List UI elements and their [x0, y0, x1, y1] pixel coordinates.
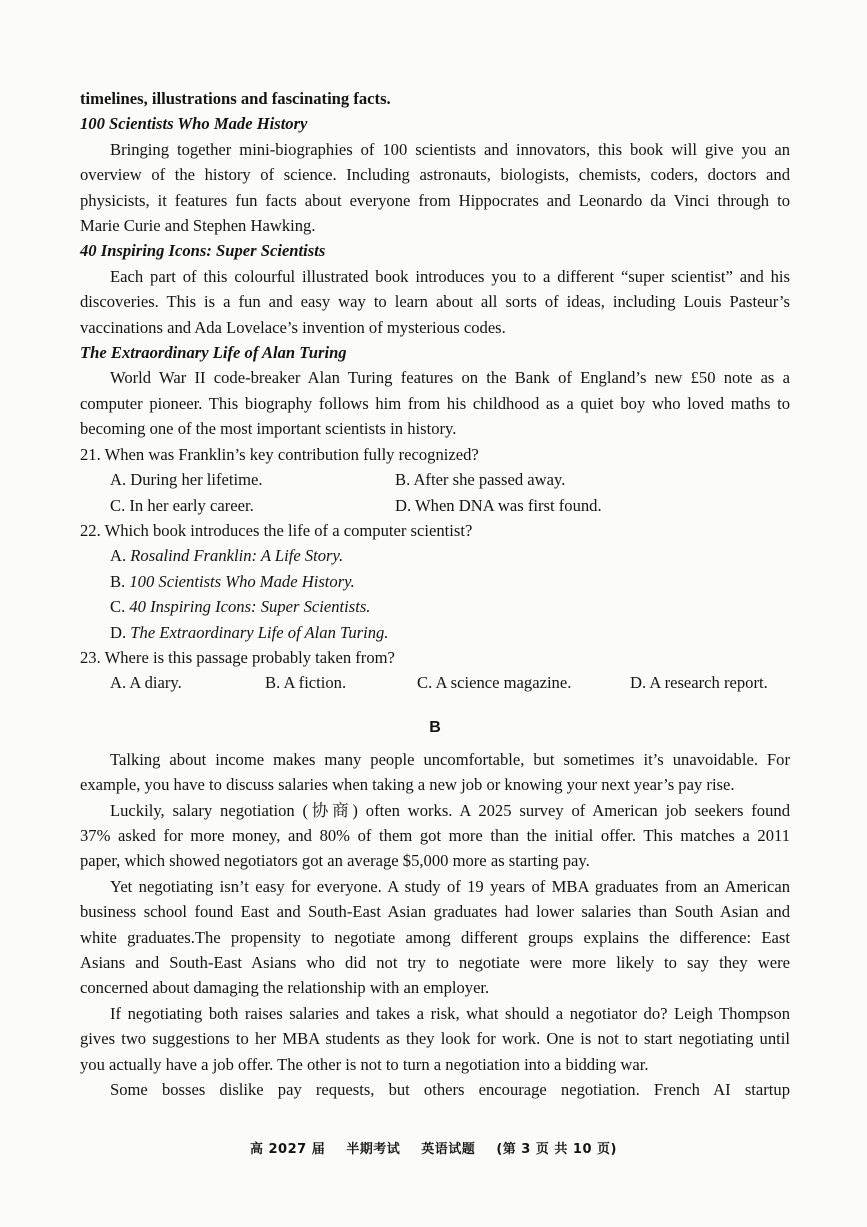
- option: A. A diary.: [110, 673, 182, 693]
- option: C. In her early career.: [110, 495, 254, 515]
- book-desc-line: discoveries. This is a fun and easy way to learn about all sorts of ideas, including Louis Pasteur’s: [80, 292, 790, 312]
- book-desc-line: overview of the history of science. Including astronauts, biologists, chemists, coders, doctors and: [80, 165, 790, 185]
- option: C. A science magazine.: [417, 673, 572, 693]
- option: D. When DNA was first found.: [395, 495, 602, 515]
- section-heading: B: [429, 718, 441, 736]
- book-desc-line: Marie Curie and Stephen Hawking.: [80, 216, 316, 236]
- book-title: 100 Scientists Who Made History: [80, 114, 308, 134]
- paragraph-line: Asians and South-East Asians who did not try to negotiate were more likely to say they were: [80, 953, 790, 972]
- book-desc-line: becoming one of the most important scientists in history.: [80, 419, 457, 439]
- question-stem: 21. When was Franklin’s key contribution fully recognized?: [80, 444, 479, 464]
- question-stem: 22. Which book introduces the life of a computer scientist?: [80, 520, 473, 540]
- option-letter: B.: [110, 571, 126, 591]
- book-title: The Extraordinary Life of Alan Turing: [80, 343, 347, 363]
- book-desc-line: World War II code-breaker Alan Turing features on the Bank of England’s new £50 note as a: [110, 368, 790, 388]
- option-row: [80, 467, 790, 492]
- option: [80, 543, 790, 568]
- option: A. During her lifetime.: [110, 470, 263, 490]
- paragraph-line: concerned about damaging the relationship with an employer.: [80, 978, 490, 998]
- book-desc-line: Each part of this colourful illustrated book introduces you to a different “super scientist” and his: [110, 266, 790, 286]
- option-text: 40 Inspiring Icons: Super Scientists.: [129, 597, 371, 617]
- option-letter: C.: [110, 597, 126, 617]
- book-desc-line: Bringing together mini-biographies of 100 scientists and innovators, this book will give you an: [110, 139, 790, 159]
- option: B. After she passed away.: [395, 470, 566, 490]
- book-desc-line: computer pioneer. This biography follows him from his childhood as a quiet boy who loved maths to: [80, 393, 790, 413]
- option: [80, 594, 790, 619]
- paragraph-line: example, you have to discuss salaries when taking a new job or knowing your next year’s pay rise.: [80, 775, 735, 795]
- option-text: The Extraordinary Life of Alan Turing.: [130, 622, 389, 642]
- option: B. A fiction.: [265, 673, 347, 693]
- paragraph-line: you actually have a job offer. The other is not to turn a negotiation into a bidding war.: [80, 1054, 649, 1074]
- paragraph-line: gives two suggestions to her MBA students as they look for work. One is not to start negotiating until: [80, 1029, 790, 1049]
- book-title: 40 Inspiring Icons: Super Scientists: [80, 241, 326, 261]
- page-footer: [0, 1137, 867, 1162]
- paragraph-line: Some bosses dislike pay requests, but others encourage negotiation. French AI startup: [110, 1080, 790, 1100]
- paragraph-line: If negotiating both raises salaries and takes a risk, what should a negotiator do? Leigh Thompson: [110, 1003, 790, 1023]
- option: [80, 569, 790, 594]
- paragraph-line: Luckily, salary negotiation (协商) often works. A 2025 survey of American job seekers found: [110, 800, 790, 820]
- book-desc-line: vaccinations and Ada Lovelace’s invention of mysterious codes.: [80, 317, 506, 337]
- option-row: [80, 670, 790, 695]
- option: D. A research report.: [630, 673, 768, 693]
- intro-tail: timelines, illustrations and fascinating facts.: [80, 89, 391, 108]
- paragraph-line: white graduates.The propensity to negotiate among different groups explains the difference: East: [80, 927, 790, 947]
- paragraph-line: Talking about income makes many people uncomfortable, but sometimes it’s unavoidable. For: [110, 749, 790, 769]
- footer-page-number: (第 3 页 共 10 页): [496, 1142, 617, 1157]
- paragraph-line: 37% asked for more money, and 80% of them got more than the initial offer. This matches a 2011: [80, 825, 790, 845]
- option-row: [80, 493, 790, 518]
- option-text: Rosalind Franklin: A Life Story.: [130, 546, 344, 566]
- option-letter: D.: [110, 622, 127, 642]
- footer-exam: 半期考试: [346, 1142, 401, 1157]
- footer-subject: 英语试题: [421, 1142, 476, 1157]
- question-stem: 23. Where is this passage probably taken from?: [80, 647, 395, 667]
- footer-grade: 高 2027 届: [249, 1142, 326, 1157]
- page-content: [80, 86, 790, 1102]
- book-desc-line: physicists, it features fun facts about everyone from Hippocrates and Leonardo da Vinci through to: [80, 190, 790, 210]
- paragraph-line: paper, which showed negotiators got an average $5,000 more as starting pay.: [80, 851, 590, 871]
- option-text: 100 Scientists Who Made History.: [129, 571, 355, 591]
- option: [80, 620, 790, 645]
- paragraph-line: business school found East and South-East Asian graduates had lower salaries than South Asian and: [80, 902, 790, 922]
- option-letter: A.: [110, 546, 127, 566]
- paragraph-line: Yet negotiating isn’t easy for everyone. A study of 19 years of MBA graduates from an American: [110, 876, 790, 896]
